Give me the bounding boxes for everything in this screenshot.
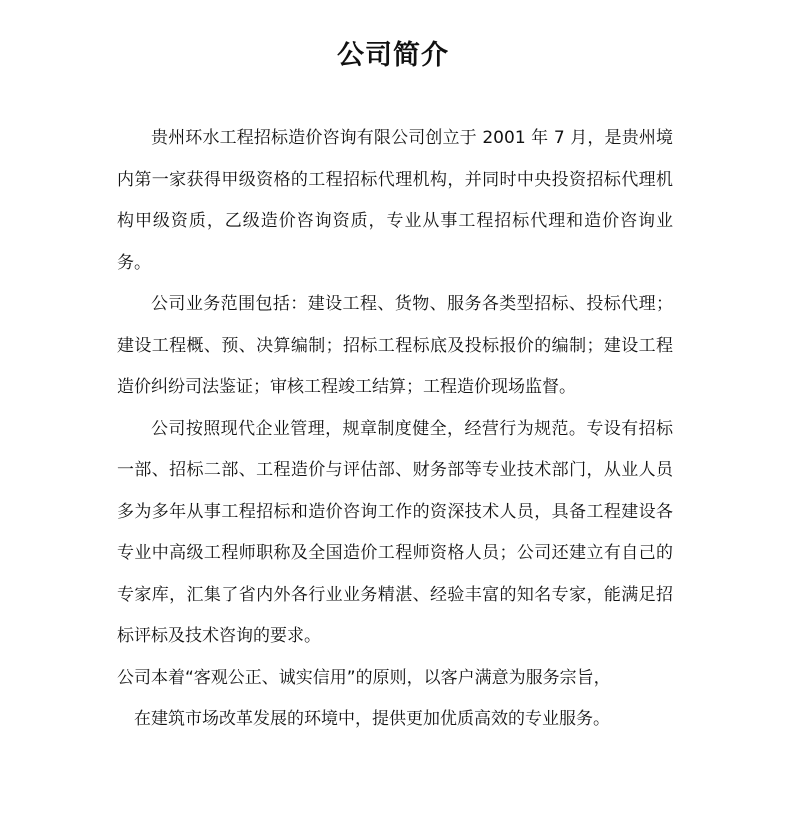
document-body [117, 118, 673, 741]
paragraph-company-founding: 贵州环水工程招标造价咨询有限公司创立于 2001 年 7 月，是贵州境内第一家获得甲级资格的工程招标代理机构，并同时中央投资招标代理机构甲级资质，乙级造价咨询资质，专业从事工程招标代理和造价咨询业务。 [117, 128, 673, 273]
document-title: 公司简介 [337, 40, 449, 71]
paragraph-service-principle: 公司本着“客观公正、诚实信用”的原则，以客户满意为服务宗旨， [117, 667, 611, 688]
paragraph-business-scope: 公司业务范围包括：建设工程、货物、服务各类型招标、投标代理；建设工程概、预、决算编制；招标工程标底及投标报价的编制；建设工程造价纠纷司法鉴证；审核工程竣工结算；工程造价现场监督。 [117, 294, 673, 397]
paragraph-management-staff: 公司按照现代企业管理，规章制度健全，经营行为规范。专设有招标一部、招标二部、工程造价与评估部、财务部等专业技术部门，从业人员多为多年从事工程招标和造价咨询工作的资深技术人员，具备工程建设各专业中高级工程师职称及全国造价工程师资格人员；公司还建立有自己的专家库，汇集了省内外各行业业务精湛、经验丰富的知名专家，能满足招标评标及技术咨询的要求。 [117, 418, 673, 646]
paragraph-service-commitment: 在建筑市场改革发展的环境中，提供更加优质高效的专业服务。 [134, 709, 610, 729]
